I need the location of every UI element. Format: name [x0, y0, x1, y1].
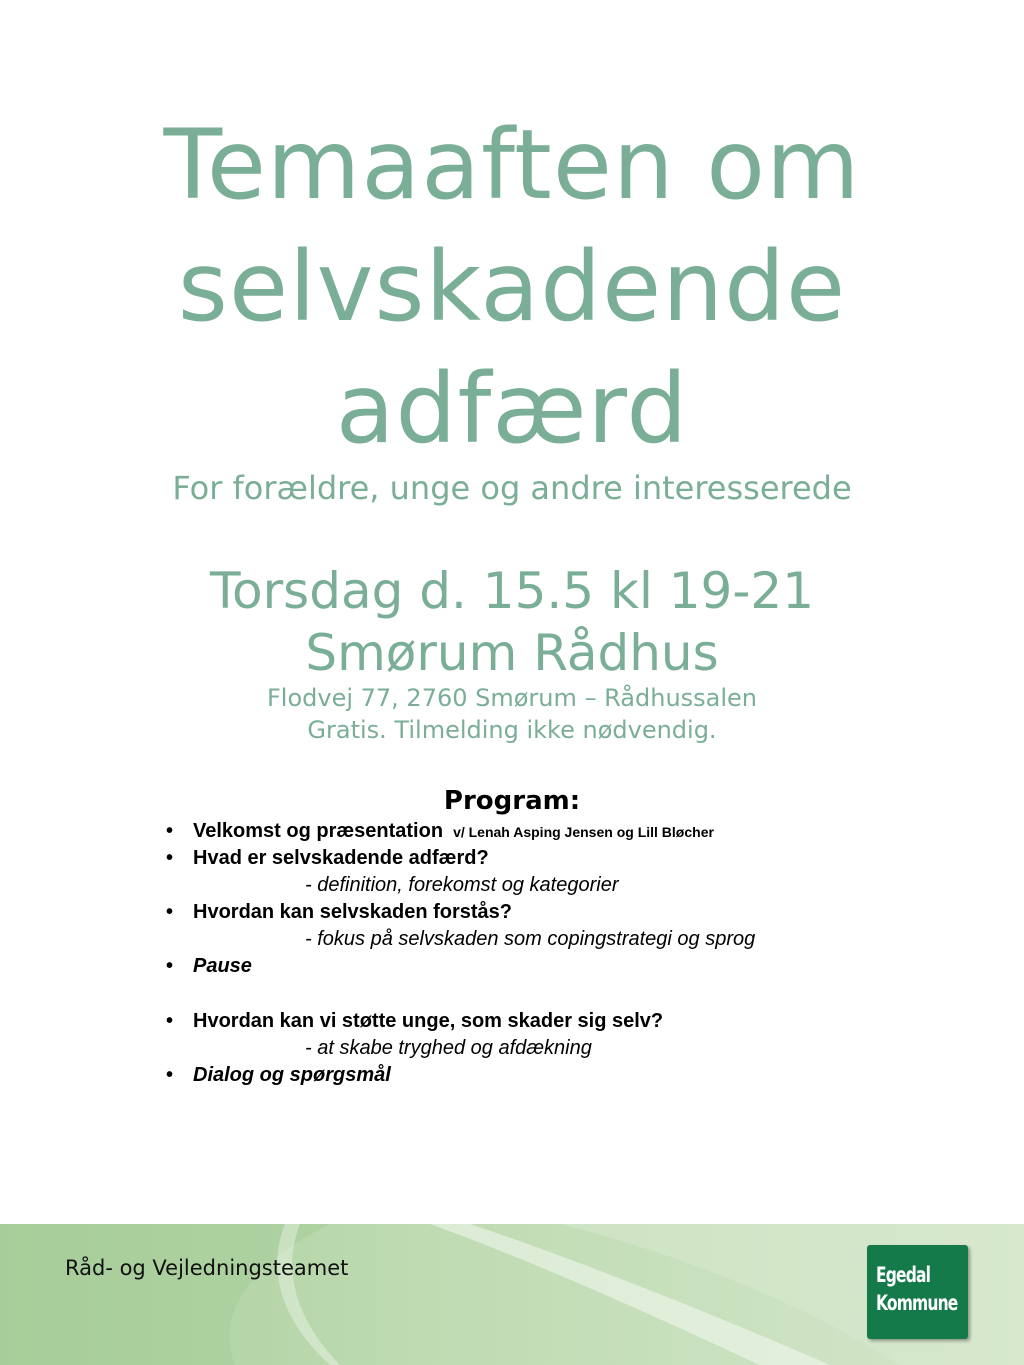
event-venue: Smørum Rådhus: [305, 624, 719, 682]
bullet: •: [166, 1010, 174, 1032]
program-item-presenter: v/ Lenah Asping Jensen og Lill Bløcher: [453, 824, 714, 840]
event-address: Flodvej 77, 2760 Smørum – Rådhussalen: [266, 684, 758, 712]
program-item-label: Velkomst og præsentation: [193, 820, 444, 842]
event-details: [0, 682, 1024, 746]
program-item-subtext: - definition, forekomst og kategorier: [305, 874, 619, 896]
list-item-sub: [166, 926, 926, 953]
program-section: [0, 784, 1024, 1086]
program-item-label: Hvordan kan vi støtte unge, som skader sig selv?: [193, 1010, 664, 1032]
title-line-1: Temaaften om: [163, 109, 861, 221]
list-item: [166, 1062, 926, 1089]
bullet: •: [166, 1064, 174, 1086]
list-item: [166, 1008, 926, 1035]
event-title: [0, 104, 1024, 470]
list-item-sub: [166, 872, 926, 899]
event-when-where: [0, 560, 1024, 684]
footer-band: [0, 1224, 1024, 1365]
event-note: Gratis. Tilmelding ikke nødvendig.: [307, 716, 717, 744]
list-item: [166, 818, 926, 845]
program-item-label: Hvordan kan selvskaden forstås?: [193, 901, 513, 923]
event-date: Torsdag d. 15.5 kl 19-21: [209, 562, 815, 620]
bullet: •: [166, 955, 174, 977]
list-item: [166, 845, 926, 872]
bullet: •: [166, 847, 174, 869]
program-list: [166, 818, 926, 1089]
program-item-subtext: - at skabe tryghed og afdækning: [305, 1037, 592, 1059]
logo-line-1: Egedal: [876, 1263, 931, 1287]
bullet: •: [166, 820, 174, 842]
list-item: [166, 953, 926, 980]
list-item: [166, 899, 926, 926]
program-item-label: Dialog og spørgsmål: [193, 1064, 391, 1086]
title-line-3: adfærd: [335, 353, 689, 465]
program-heading: Program:: [443, 786, 581, 816]
program-item-label: Hvad er selvskadende adfærd?: [193, 847, 489, 869]
footer-team-name: Råd- og Vejledningsteamet: [65, 1256, 349, 1280]
bullet: •: [166, 901, 174, 923]
program-item-label: Pause: [193, 955, 252, 977]
program-item-subtext: - fokus på selvskaden som copingstrategi og sprog: [305, 928, 756, 950]
list-item-sub: [166, 1035, 926, 1062]
title-line-2: selvskadende: [177, 231, 847, 343]
list-spacer: [166, 980, 926, 1008]
egedal-kommune-logo: [867, 1245, 968, 1339]
logo-line-2: Kommune: [876, 1291, 958, 1315]
event-subtitle: For forældre, unge og andre interesserede: [172, 469, 852, 507]
